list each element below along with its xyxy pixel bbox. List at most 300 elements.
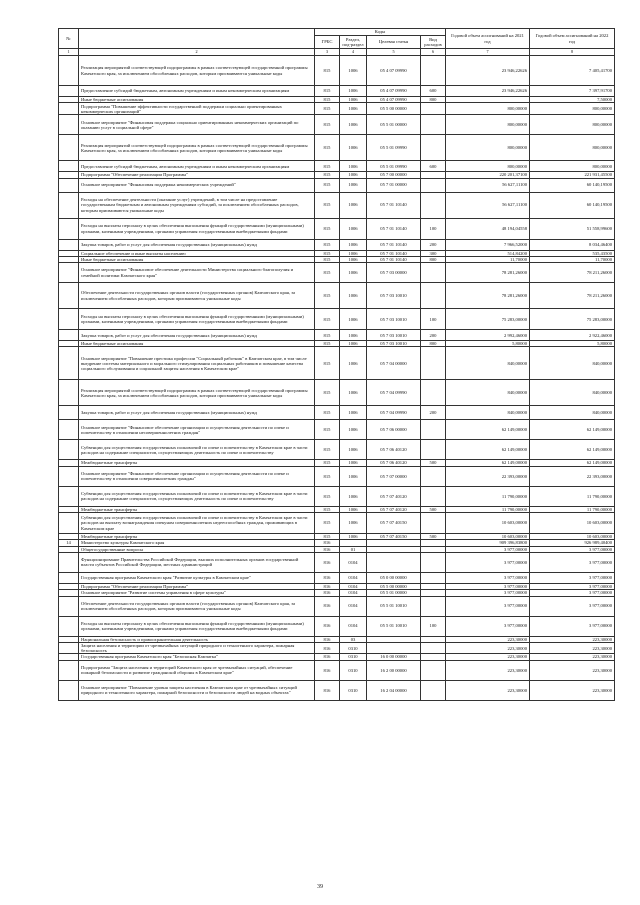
- row-target-article: 05 7 07 40120: [367, 486, 421, 506]
- row-name: Государственная программа Камчатского края "Безопасная Камчатка": [79, 654, 315, 660]
- row-number: [59, 642, 79, 654]
- row-amount-2021: 78 281,26000: [446, 283, 530, 309]
- row-number: [59, 192, 79, 218]
- row-grbs: 815: [315, 178, 340, 192]
- row-amount-2021: 22 393,00000: [446, 466, 530, 486]
- row-section: 1006: [340, 341, 367, 347]
- row-number: [59, 330, 79, 341]
- table-row: [59, 239, 615, 250]
- header-no: №: [59, 29, 79, 49]
- row-expense-type: 800: [421, 341, 446, 347]
- row-expense-type: [421, 263, 446, 283]
- row-name: Национальная безопасность и правоохранительная деятельность: [79, 636, 315, 642]
- row-section: 0310: [340, 642, 367, 654]
- row-amount-2021: 75 283,00000: [446, 309, 530, 330]
- row-grbs: 815: [315, 513, 340, 534]
- row-grbs: 815: [315, 218, 340, 239]
- row-amount-2022: 223,30000: [530, 660, 615, 680]
- row-target-article: 05 5 00 00000: [367, 103, 421, 115]
- row-amount-2022: 11 790,00000: [530, 506, 615, 512]
- row-amount-2022: 3 977,00000: [530, 552, 615, 572]
- row-name: Основное мероприятие "Финансовая поддержка социально ориентированных некоммерческих организаций по оказанию услуг в социальной сфере": [79, 115, 315, 135]
- row-expense-type: [421, 552, 446, 572]
- row-name: Предоставление субсидий бюджетным, автономным учреждениям и иным некоммерческим организациям: [79, 161, 315, 172]
- table-row: [59, 642, 615, 654]
- row-expense-type: [421, 440, 446, 460]
- row-section: 0104: [340, 552, 367, 572]
- row-amount-2022: 62 149,00000: [530, 440, 615, 460]
- row-grbs: 815: [315, 172, 340, 178]
- row-expense-type: 800: [421, 256, 446, 262]
- row-name: Расходы на выплаты персоналу в целях обеспечения выполнения функций государственными (муниципальными) органами, казенными учреждениями, органами управления государственными внебюджетными фондами: [79, 218, 315, 239]
- row-amount-2021: 56 627,11100: [446, 178, 530, 192]
- table-row: [59, 56, 615, 86]
- row-expense-type: [421, 135, 446, 161]
- row-amount-2021: 2 992,46000: [446, 330, 530, 341]
- row-amount-2022: 7,50000: [530, 97, 615, 103]
- row-section: 1006: [340, 256, 367, 262]
- row-expense-type: 200: [421, 406, 446, 420]
- row-number: [59, 572, 79, 583]
- row-expense-type: 600: [421, 86, 446, 97]
- row-section: 1006: [340, 218, 367, 239]
- row-number: [59, 135, 79, 161]
- row-amount-2021: 223,30000: [446, 636, 530, 642]
- table-row: [59, 513, 615, 534]
- row-target-article: 05 7 01 10140: [367, 192, 421, 218]
- col-index: 2: [79, 49, 315, 56]
- row-amount-2022: 60 140,19500: [530, 192, 615, 218]
- col-index: 5: [367, 49, 421, 56]
- row-name: Закупка товаров, работ и услуг для обеспечения государственных (муниципальных) нужд: [79, 406, 315, 420]
- row-name: Основное мероприятие "Повышение уровня защиты населения в Камчатском крае от чрезвычайных ситуаций природного и техногенного характера, пожарной безопасности и безопасности людей на водных объектах": [79, 680, 315, 700]
- row-expense-type: [421, 56, 446, 86]
- row-grbs: 816: [315, 660, 340, 680]
- row-amount-2021: 11 790,00000: [446, 506, 530, 512]
- row-grbs: 815: [315, 56, 340, 86]
- col-index: 1: [59, 49, 79, 56]
- header-type: Вид расходов: [421, 36, 446, 49]
- row-section: 0310: [340, 680, 367, 700]
- row-grbs: 815: [315, 239, 340, 250]
- row-section: 1006: [340, 135, 367, 161]
- row-section: 1006: [340, 97, 367, 103]
- table-row: [59, 660, 615, 680]
- row-name: Иные бюджетные ассигнования: [79, 97, 315, 103]
- row-number: [59, 103, 79, 115]
- row-section: 1006: [340, 263, 367, 283]
- row-section: 1006: [340, 115, 367, 135]
- row-amount-2022: 221 931,45500: [530, 172, 615, 178]
- row-number: 14: [59, 540, 79, 546]
- table-row: [59, 192, 615, 218]
- row-amount-2022: 7 397,91700: [530, 86, 615, 97]
- row-amount-2022: 10 603,00000: [530, 534, 615, 540]
- row-target-article: 05 7 03 00000: [367, 263, 421, 283]
- row-section: 0310: [340, 660, 367, 680]
- row-number: [59, 486, 79, 506]
- row-name: Предоставление субсидий бюджетным, автономным учреждениям и иным некоммерческим организациям: [79, 86, 315, 97]
- row-grbs: 815: [315, 161, 340, 172]
- table-row: [59, 115, 615, 135]
- row-number: [59, 178, 79, 192]
- table-row: [59, 135, 615, 161]
- row-amount-2021: 62 149,00000: [446, 460, 530, 466]
- row-target-article: 05 7 07 40150: [367, 513, 421, 534]
- row-amount-2021: 800,00000: [446, 135, 530, 161]
- row-amount-2021: 11,70000: [446, 256, 530, 262]
- row-amount-2021: 840,00000: [446, 406, 530, 420]
- row-section: 1006: [340, 309, 367, 330]
- row-amount-2021: 7 966,52000: [446, 239, 530, 250]
- row-amount-2022: 3 977,00000: [530, 572, 615, 583]
- row-number: [59, 660, 79, 680]
- row-expense-type: [421, 192, 446, 218]
- row-amount-2022: 223,30000: [530, 636, 615, 642]
- row-amount-2021: 840,00000: [446, 380, 530, 406]
- row-section: 1006: [340, 161, 367, 172]
- row-grbs: 815: [315, 86, 340, 97]
- table-header: [59, 29, 615, 56]
- row-amount-2022: 51 558,99600: [530, 218, 615, 239]
- row-number: [59, 680, 79, 700]
- row-amount-2021: 48 194,04558: [446, 218, 530, 239]
- col-index: 4: [340, 49, 367, 56]
- row-grbs: 815: [315, 380, 340, 406]
- row-target-article: 05 7 03 10010: [367, 309, 421, 330]
- row-amount-2022: 223,30000: [530, 642, 615, 654]
- row-grbs: 816: [315, 540, 340, 546]
- row-expense-type: [421, 572, 446, 583]
- row-number: [59, 283, 79, 309]
- row-amount-2022: 11 790,00000: [530, 486, 615, 506]
- row-section: 1006: [340, 460, 367, 466]
- row-section: 1006: [340, 486, 367, 506]
- table-row: [59, 283, 615, 309]
- col-index: 7: [446, 49, 530, 56]
- row-grbs: 815: [315, 440, 340, 460]
- row-target-article: 05 7 03 10010: [367, 330, 421, 341]
- row-name: Социальное обеспечение и иные выплаты населению: [79, 250, 315, 256]
- row-amount-2022: 22 393,00000: [530, 466, 615, 486]
- row-target-article: 05 7 06 40120: [367, 440, 421, 460]
- row-expense-type: [421, 178, 446, 192]
- row-grbs: 816: [315, 680, 340, 700]
- row-amount-2021: 3 977,00000: [446, 552, 530, 572]
- table-row: [59, 680, 615, 700]
- row-expense-type: [421, 680, 446, 700]
- row-expense-type: 200: [421, 239, 446, 250]
- row-target-article: 05 7 07 00000: [367, 466, 421, 486]
- row-amount-2021: 3 977,00000: [446, 546, 530, 552]
- row-name: Межбюджетные трансферты: [79, 506, 315, 512]
- row-section: 1006: [340, 103, 367, 115]
- row-target-article: [367, 552, 421, 572]
- row-section: 1006: [340, 513, 367, 534]
- row-grbs: 815: [315, 330, 340, 341]
- row-grbs: 816: [315, 654, 340, 660]
- row-amount-2022: 75 283,00000: [530, 309, 615, 330]
- row-target-article: 05 0 00 00000: [367, 572, 421, 583]
- row-number: [59, 56, 79, 86]
- row-name: Подпрограмма "Защита населения и территорий Камчатского края от чрезвычайных ситуаций, обеспечение пожарной безопасности и развитие гражданской обороны в Камчатском крае": [79, 660, 315, 680]
- row-expense-type: [421, 283, 446, 309]
- row-number: [59, 239, 79, 250]
- row-name: Субвенции для осуществления государственных полномочий по опеке и попечительству в Камчатском крае в части расходов на содержание специалистов, осуществляющих деятельность по опеке и попечительству: [79, 486, 315, 506]
- row-target-article: 05 7 01 10140: [367, 239, 421, 250]
- row-grbs: 816: [315, 572, 340, 583]
- row-section: 1006: [340, 506, 367, 512]
- row-section: 1006: [340, 192, 367, 218]
- row-name: Государственная программа Камчатского края "Развитие культуры в Камчатском крае": [79, 572, 315, 583]
- header-year1: Годовой объем ассигнований на 2021 год: [446, 29, 530, 49]
- row-grbs: 815: [315, 135, 340, 161]
- row-amount-2022: 62 149,00000: [530, 460, 615, 466]
- row-number: [59, 406, 79, 420]
- row-section: 03: [340, 636, 367, 642]
- row-grbs: 815: [315, 341, 340, 347]
- row-name: Межбюджетные трансферты: [79, 460, 315, 466]
- row-number: [59, 115, 79, 135]
- row-target-article: 05 4 07 09990: [367, 86, 421, 97]
- column-index-row: [59, 49, 615, 56]
- row-name: Иные бюджетные ассигнования: [79, 256, 315, 262]
- row-amount-2021: 800,00000: [446, 115, 530, 135]
- row-grbs: 815: [315, 256, 340, 262]
- header-year2: Годовой объем ассигнований на 2022 год: [530, 29, 615, 49]
- row-target-article: 05 7 06 00000: [367, 420, 421, 440]
- row-section: 0104: [340, 590, 367, 596]
- row-amount-2022: 840,00000: [530, 347, 615, 380]
- row-section: 1006: [340, 178, 367, 192]
- row-number: [59, 347, 79, 380]
- table-row: [59, 309, 615, 330]
- row-grbs: 815: [315, 309, 340, 330]
- col-index: 3: [315, 49, 340, 56]
- row-section: 1006: [340, 380, 367, 406]
- budget-table: [58, 28, 615, 701]
- header-section: Раздел, под-раздел: [340, 36, 367, 49]
- table-row: [59, 218, 615, 239]
- row-section: 01: [340, 546, 367, 552]
- col-index: 6: [421, 49, 446, 56]
- row-section: 0104: [340, 596, 367, 616]
- table-row: [59, 330, 615, 341]
- header-grbs: ГРБС: [315, 36, 340, 49]
- header-target: Целевая статья: [367, 36, 421, 49]
- row-name: Реализация мероприятий соответствующей подпрограммы в рамках соответствующей государственной программы Камчатского края, за исключением обособленных расходов, которым присваиваются уникальные коды: [79, 135, 315, 161]
- row-amount-2021: 223,30000: [446, 680, 530, 700]
- row-name: Иные бюджетные ассигнования: [79, 341, 315, 347]
- row-section: 1006: [340, 406, 367, 420]
- row-target-article: 05 4 07 09990: [367, 97, 421, 103]
- row-name: Основное мероприятие "Развитие системы управления в сфере культуры": [79, 590, 315, 596]
- row-amount-2021: 23 946,22626: [446, 56, 530, 86]
- table-row: [59, 178, 615, 192]
- row-target-article: [367, 642, 421, 654]
- row-amount-2022: 78 211,26000: [530, 263, 615, 283]
- row-section: 1006: [340, 239, 367, 250]
- row-name: Основное мероприятие "Повышение престижа профессии "Социальный работник" в Камчатском крае, в том числе внедрение системы материального и морального стимулирования социальных работников и повышение качества социального обслуживания и социальной защиты населения в Камчатском крае": [79, 347, 315, 380]
- row-section: 1006: [340, 172, 367, 178]
- row-name: Основное мероприятие "Финансовое обеспечение организации и осуществления деятельности по опеке и попечительству в отношении совершеннолетних граждан": [79, 466, 315, 486]
- row-section: 1006: [340, 56, 367, 86]
- table-row: [59, 572, 615, 583]
- row-section: 1006: [340, 420, 367, 440]
- row-number: [59, 420, 79, 440]
- row-number: [59, 263, 79, 283]
- row-amount-2022: 800,00000: [530, 135, 615, 161]
- row-name: Защита населения и территории от чрезвычайных ситуаций природного и техногенного характера, пожарная безопасность: [79, 642, 315, 654]
- table-row: [59, 380, 615, 406]
- row-amount-2021: 56 627,11100: [446, 192, 530, 218]
- row-name: Подпрограмма "Обеспечение реализации Программы": [79, 172, 315, 178]
- row-grbs: 815: [315, 534, 340, 540]
- row-amount-2022: 5,80000: [530, 341, 615, 347]
- row-expense-type: 100: [421, 616, 446, 636]
- row-grbs: 815: [315, 97, 340, 103]
- row-amount-2022: 3 977,00000: [530, 546, 615, 552]
- row-section: 1006: [340, 283, 367, 309]
- row-target-article: 05 7 01 10140: [367, 218, 421, 239]
- row-amount-2021: 3 977,00000: [446, 616, 530, 636]
- row-target-article: 05 7 01 00000: [367, 178, 421, 192]
- row-section: 1006: [340, 330, 367, 341]
- row-number: [59, 309, 79, 330]
- row-section: 0104: [340, 583, 367, 589]
- row-amount-2021: 3 977,00000: [446, 590, 530, 596]
- row-grbs: 815: [315, 283, 340, 309]
- row-amount-2021: 3 977,00000: [446, 596, 530, 616]
- row-name: Субвенции для осуществления государственных полномочий по опеке и попечительству в Камчатском крае в части расходов на содержание специалистов, осуществляющих деятельность по опеке и попечительству: [79, 440, 315, 460]
- row-amount-2021: 514,84200: [446, 250, 530, 256]
- row-amount-2021: 11 790,00000: [446, 486, 530, 506]
- row-amount-2022: 3 977,00000: [530, 590, 615, 596]
- row-grbs: 816: [315, 636, 340, 642]
- row-amount-2021: 10 603,00000: [446, 513, 530, 534]
- row-amount-2022: 926 989,40400: [530, 540, 615, 546]
- table-row: [59, 466, 615, 486]
- row-name: Расходы на выплаты персоналу в целях обеспечения выполнения функций государственными (муниципальными) органами, казенными учреждениями, органами управления государственными внебюджетными фондами: [79, 616, 315, 636]
- col-index: 8: [530, 49, 615, 56]
- row-expense-type: [421, 660, 446, 680]
- row-expense-type: 500: [421, 460, 446, 466]
- row-target-article: 05 5 01 09990: [367, 161, 421, 172]
- row-number: [59, 466, 79, 486]
- row-amount-2022: 3 977,00000: [530, 616, 615, 636]
- row-number: [59, 513, 79, 534]
- row-amount-2021: 5,80000: [446, 341, 530, 347]
- row-target-article: 05 7 04 00000: [367, 347, 421, 380]
- row-grbs: 816: [315, 546, 340, 552]
- row-grbs: 816: [315, 596, 340, 616]
- row-amount-2021: 3 977,00000: [446, 572, 530, 583]
- row-amount-2022: 800,00000: [530, 103, 615, 115]
- row-number: [59, 552, 79, 572]
- row-amount-2022: 62 149,00000: [530, 420, 615, 440]
- table-row: [59, 486, 615, 506]
- row-target-article: 05 7 04 09990: [367, 406, 421, 420]
- row-name: Основное мероприятие "Финансовое обеспечение деятельности Министерства социального благополучия и семейной политики Камчатского края": [79, 263, 315, 283]
- row-amount-2022: 800,00000: [530, 115, 615, 135]
- row-section: 0104: [340, 572, 367, 583]
- row-grbs: 816: [315, 616, 340, 636]
- row-amount-2022: 2 922,46000: [530, 330, 615, 341]
- row-target-article: 05 5 01 00000: [367, 115, 421, 135]
- row-target-article: 05 7 01 10140: [367, 250, 421, 256]
- row-grbs: 815: [315, 263, 340, 283]
- row-section: 1006: [340, 534, 367, 540]
- table-row: [59, 616, 615, 636]
- row-expense-type: [421, 380, 446, 406]
- row-expense-type: [421, 115, 446, 135]
- row-number: [59, 596, 79, 616]
- row-expense-type: 800: [421, 97, 446, 103]
- row-amount-2021: 909 396,83800: [446, 540, 530, 546]
- row-amount-2021: 62 149,00000: [446, 420, 530, 440]
- row-name: Обеспечение деятельности государственных органов власти (государственных органов) Камчатского края, за исключением обособленных расходов, которым присваиваются уникальные коды: [79, 283, 315, 309]
- row-number: [59, 616, 79, 636]
- row-grbs: 815: [315, 460, 340, 466]
- row-name: Субвенции для осуществления государственных полномочий по опеке и попечительству в Камчатском крае в части расходов на выплату вознаграждения опекунам совершеннолетних недееспособных граждан, проживающих в Камчатском крае: [79, 513, 315, 534]
- row-amount-2021: 220 201,37100: [446, 172, 530, 178]
- row-section: 1006: [340, 250, 367, 256]
- row-target-article: 05 7 00 00000: [367, 172, 421, 178]
- row-name: Основное мероприятие "Финансовая поддержка некоммерческих учреждений": [79, 178, 315, 192]
- row-grbs: 815: [315, 486, 340, 506]
- row-target-article: 05 5 00 00000: [367, 583, 421, 589]
- table-body: [59, 56, 615, 701]
- row-name: Функционирование Правительства Российской Федерации, высших исполнительных органов государственной власти субъектов Российской Федерации, местных администраций: [79, 552, 315, 572]
- row-expense-type: [421, 466, 446, 486]
- row-amount-2022: 223,30000: [530, 680, 615, 700]
- row-expense-type: [421, 642, 446, 654]
- table-row: [59, 440, 615, 460]
- row-number: [59, 380, 79, 406]
- row-amount-2021: 3 977,00000: [446, 583, 530, 589]
- row-amount-2022: 223,30000: [530, 654, 615, 660]
- row-expense-type: [421, 103, 446, 115]
- row-name: Закупка товаров, работ и услуг для обеспечения государственных (муниципальных) нужд: [79, 330, 315, 341]
- row-number: [59, 86, 79, 97]
- row-name: Расходы на выплаты персоналу в целях обеспечения выполнения функций государственными (муниципальными) органами, казенными учреждениями, органами управления государственными внебюджетными фондами: [79, 309, 315, 330]
- row-amount-2022: 3 977,00000: [530, 596, 615, 616]
- row-grbs: 816: [315, 583, 340, 589]
- row-amount-2021: 800,00000: [446, 161, 530, 172]
- row-amount-2022: 840,00000: [530, 406, 615, 420]
- row-target-article: 05 4 07 09990: [367, 56, 421, 86]
- row-amount-2022: 800,00000: [530, 161, 615, 172]
- row-name: Основное мероприятие "Финансовое обеспечение организации и осуществления деятельности по опеке и попечительству в отношении несовершеннолетних граждан": [79, 420, 315, 440]
- row-name: Реализация мероприятий соответствующей подпрограммы в рамках соответствующей государственной программы Камчатского края, за исключением обособленных расходов, которым присваиваются уникальные коды: [79, 380, 315, 406]
- row-target-article: 05 5 01 10010: [367, 596, 421, 616]
- row-expense-type: 600: [421, 161, 446, 172]
- row-amount-2021: 223,30000: [446, 660, 530, 680]
- row-grbs: 815: [315, 406, 340, 420]
- row-amount-2021: 10 603,00000: [446, 534, 530, 540]
- row-amount-2022: 60 140,19500: [530, 178, 615, 192]
- row-amount-2021: 62 149,00000: [446, 440, 530, 460]
- row-expense-type: [421, 347, 446, 380]
- row-name: Подпрограмма "Обеспечение реализации Программы": [79, 583, 315, 589]
- row-target-article: 05 7 01 10140: [367, 256, 421, 262]
- row-amount-2022: 840,00000: [530, 380, 615, 406]
- row-name: Межбюджетные трансферты: [79, 534, 315, 540]
- row-grbs: 815: [315, 250, 340, 256]
- table-row: [59, 103, 615, 115]
- row-target-article: 16 0 00 00000: [367, 654, 421, 660]
- row-expense-type: 300: [421, 250, 446, 256]
